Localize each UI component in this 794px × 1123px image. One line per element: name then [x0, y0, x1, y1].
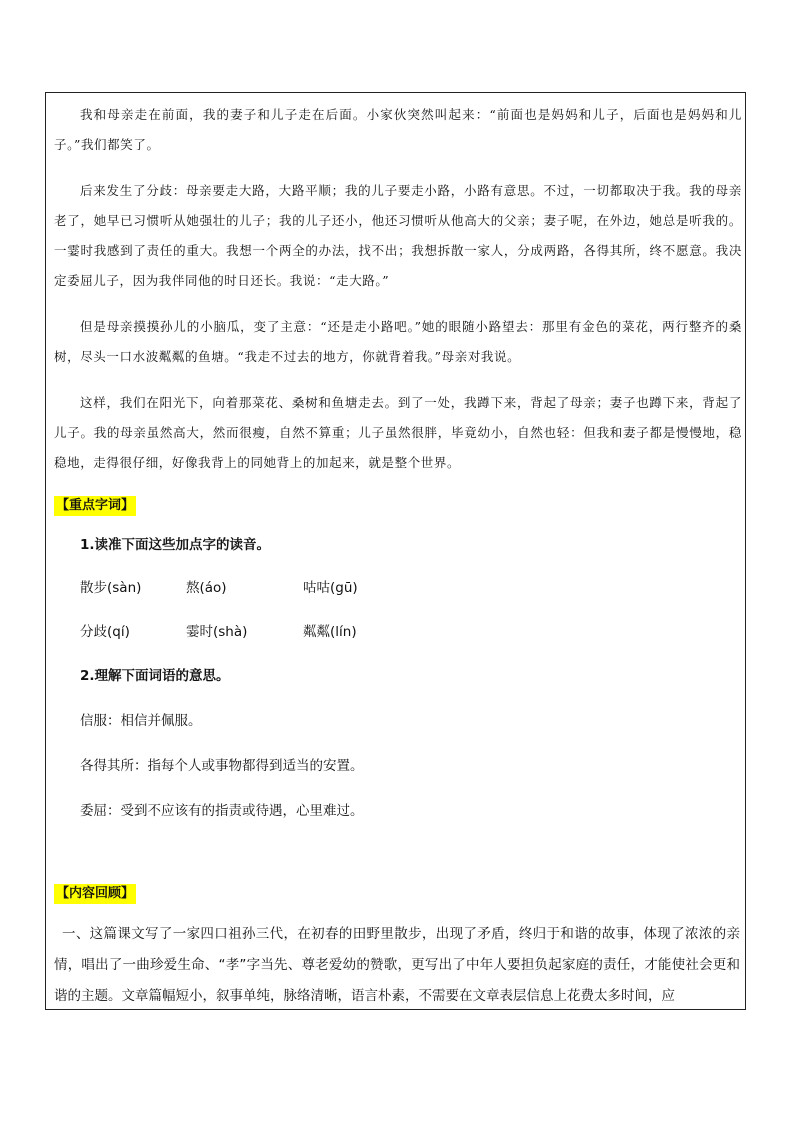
question-1-title: 1.读准下面这些加点字的读音。	[80, 537, 271, 553]
pronunciation-gugu: 咕咕(gū)	[303, 580, 358, 596]
definition-weiqu: 委屈：受到不应该有的指责或待遇，心里难过。	[80, 803, 364, 819]
pronunciation-fenqi: 分歧(qí)	[80, 624, 130, 640]
passage-paragraph-4: 这样，我们在阳光下，向着那菜花、桑树和鱼塘走去。到了一处，我蹲下来，背起了母亲；妻子也蹲下来，背起了儿子。我的母亲虽然高大，然而很瘦，自然不算重；儿子虽然很胖，毕竟幼小，自然也轻：但我和妻子都是慢慢地，稳稳地，走得很仔细，好像我背上的同她背上的加起来，就是整个世界。	[54, 395, 742, 470]
definition-gedeqisuo: 各得其所：指每个人或事物都得到适当的安置。	[80, 758, 364, 774]
passage-paragraph-2: 后来发生了分歧：母亲要走大路，大路平顺；我的儿子要走小路，小路有意思。不过，一切都取决于我。我的母亲老了，她早已习惯听从她强壮的儿子；我的儿子还小，他还习惯听从他高大的父亲；妻子呢，在外边，她总是听我的。一霎时我感到了责任的重大。我想一个两全的办法，找不出；我想拆散一家人，分成两路，各得其所，终不愿意。我决定委屈儿子，因为我伴同他的时日还长。我说：“走大路。”	[54, 183, 742, 288]
passage-text	[54, 100, 742, 494]
definition-xinfu: 信服：相信并佩服。	[80, 713, 202, 729]
content-review-tag: 【内容回顾】	[54, 884, 136, 904]
pronunciation-ao: 熬(áo)	[186, 580, 227, 596]
key-words-tag: 【重点字词】	[54, 496, 136, 516]
pronunciation-shashi: 霎时(shà)	[186, 624, 248, 640]
pronunciation-sanbu: 散步(sàn)	[80, 580, 142, 596]
passage-paragraph-3: 但是母亲摸摸孙儿的小脑瓜，变了主意：“还是走小路吧。”她的眼随小路望去：那里有金色的菜花，两行整齐的桑树，尽头一口水波粼粼的鱼塘。“我走不过去的地方，你就背着我。”母亲对我说。	[54, 319, 742, 364]
pronunciation-linlin: 粼粼(lín)	[303, 624, 357, 640]
content-review-text: 一、这篇课文写了一家四口祖孙三代，在初春的田野里散步，出现了矛盾，终归于和谐的故事，体现了浓浓的亲情，唱出了一曲珍爱生命、“孝”字当先、尊老爱幼的赞歌，更写出了中年人要担负起家庭的责任，才能使社会更和谐的主题。文章篇幅短小，叙事单纯，脉络清晰，语言朴素，不需要在文章表层信息上花费太多时间，应	[54, 926, 740, 1004]
question-2-title: 2.理解下面词语的意思。	[80, 668, 230, 684]
passage-paragraph-1: 我和母亲走在前面，我的妻子和儿子走在后面。小家伙突然叫起来：“前面也是妈妈和儿子，后面也是妈妈和儿子。”我们都笑了。	[54, 107, 742, 152]
